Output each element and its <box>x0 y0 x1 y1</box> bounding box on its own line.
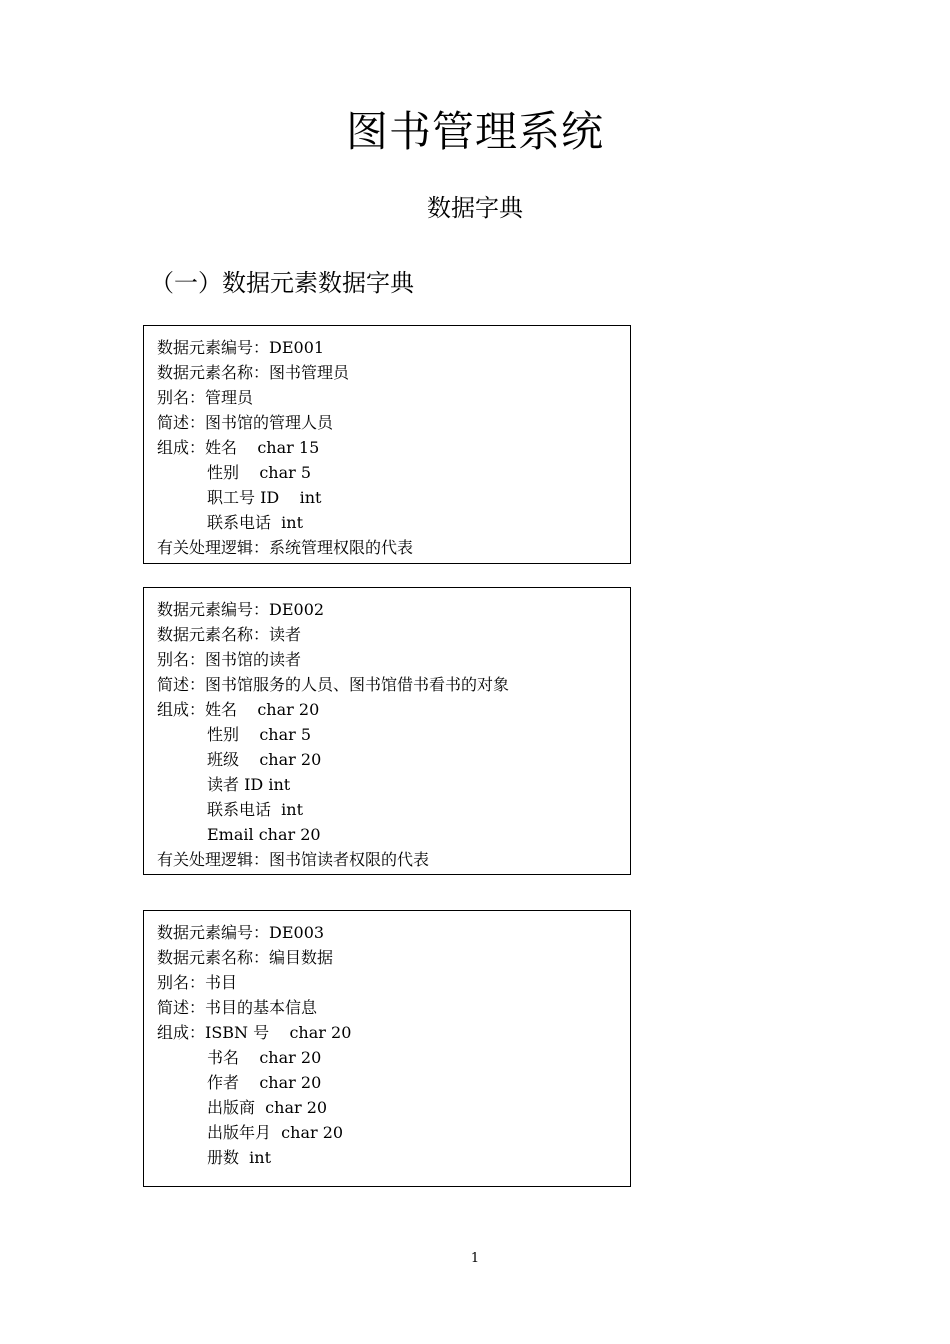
data-element-box-de001 <box>143 325 631 564</box>
description-line: 简述：图书馆服务的人员、图书馆借书看书的对象 <box>157 675 510 694</box>
composition-line: 组成：姓名 char 15 <box>157 438 320 457</box>
page-number: 1 <box>470 1251 480 1266</box>
data-element-box-de003 <box>143 910 631 1187</box>
element-name-line: 数据元素名称：编目数据 <box>157 948 334 967</box>
description-line: 简述：图书馆的管理人员 <box>157 413 334 432</box>
composition-field: 作者 char 20 <box>207 1073 322 1092</box>
composition-field: 班级 char 20 <box>207 750 322 769</box>
composition-field: 书名 char 20 <box>207 1048 322 1067</box>
composition-field: 联系电话 int <box>207 513 304 532</box>
processing-logic-line: 有关处理逻辑：系统管理权限的代表 <box>157 538 414 557</box>
composition-field: 性别 char 5 <box>207 463 312 482</box>
data-element-box-de002 <box>143 587 631 875</box>
composition-field: 职工号 ID int <box>207 488 322 507</box>
element-name-line: 数据元素名称：读者 <box>157 625 302 644</box>
element-name-line: 数据元素名称：图书管理员 <box>157 363 350 382</box>
composition-field: 读者 ID int <box>207 775 291 794</box>
composition-line: 组成：姓名 char 20 <box>157 700 320 719</box>
alias-line: 别名：图书馆的读者 <box>157 650 302 669</box>
element-id-line: 数据元素编号：DE003 <box>157 923 325 942</box>
composition-line: 组成：ISBN 号 char 20 <box>157 1023 352 1042</box>
composition-field: 出版年月 char 20 <box>207 1123 344 1142</box>
alias-line: 别名：书目 <box>157 973 238 992</box>
description-line: 简述：书目的基本信息 <box>157 998 318 1017</box>
section-heading: （一）数据元素数据字典 <box>150 269 414 297</box>
composition-field: 册数 int <box>207 1148 272 1167</box>
alias-line: 别名：管理员 <box>157 388 254 407</box>
composition-field: Email char 20 <box>207 825 321 844</box>
element-id-line: 数据元素编号：DE001 <box>157 338 325 357</box>
processing-logic-line: 有关处理逻辑：图书馆读者权限的代表 <box>157 850 430 869</box>
document-subtitle: 数据字典 <box>427 194 523 222</box>
element-id-line: 数据元素编号：DE002 <box>157 600 325 619</box>
composition-field: 联系电话 int <box>207 800 304 819</box>
document-title: 图书管理系统 <box>345 107 604 156</box>
composition-field: 性别 char 5 <box>207 725 312 744</box>
composition-field: 出版商 char 20 <box>207 1098 328 1117</box>
